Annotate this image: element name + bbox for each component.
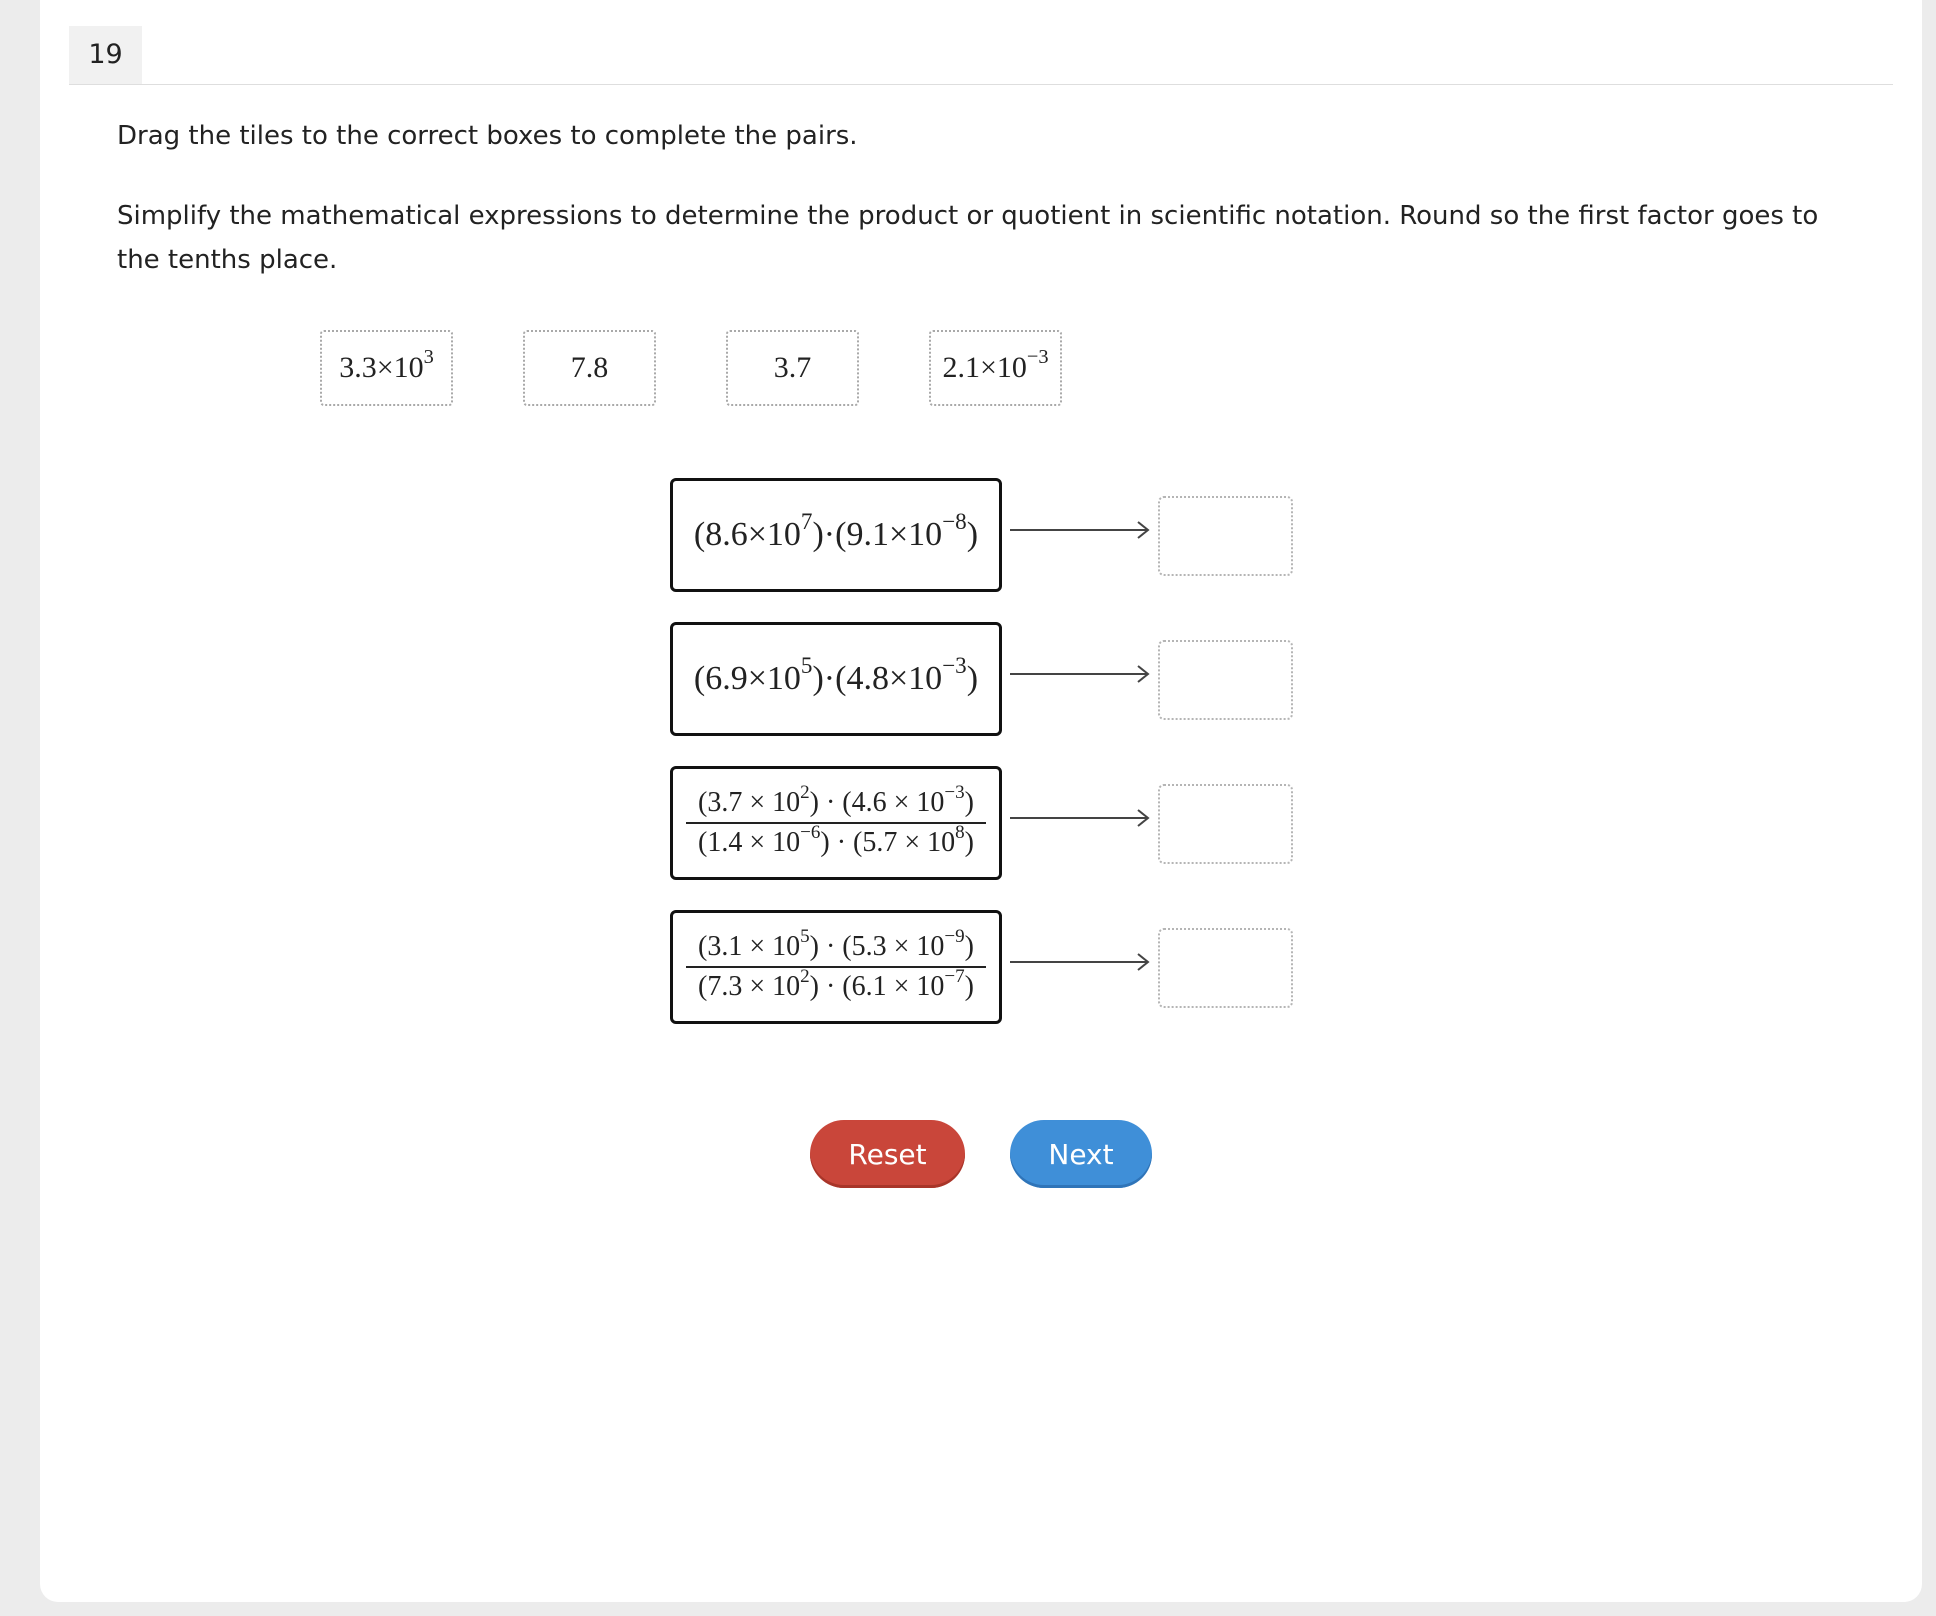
tile-base: 3.3×10 [339,351,424,384]
drop-box-2[interactable] [1158,640,1293,720]
drop-box-3[interactable] [1158,784,1293,864]
numerator [698,925,974,966]
expr-part: ) [964,787,974,818]
arrow-icon [1010,664,1152,684]
tile-2-1e-3[interactable] [929,330,1062,406]
expr-part: (1.4 × 10 [698,827,801,858]
expr-exponent: −7 [944,965,965,987]
tile-exponent: 3 [423,345,434,368]
expr-part: (6.9×10 [693,660,801,697]
expr-exponent: 2 [800,781,810,803]
denominator [698,821,974,862]
instruction-text: Drag the tiles to the correct boxes to complete the pairs. [117,121,858,151]
expression-2 [670,622,1002,736]
expr-part: (8.6×10 [693,516,801,553]
expr-part: )·(9.1×10 [812,516,943,553]
expr-part: ) [964,931,974,962]
expr-part: (3.7 × 10 [698,787,801,818]
next-button[interactable]: Next [1010,1120,1152,1188]
expr-part: ) · (4.6 × 10 [809,787,945,818]
drop-box-4[interactable] [1158,928,1293,1008]
expr-part: ) [964,827,974,858]
expr-exponent: −3 [944,781,965,803]
expr-exponent: −9 [944,925,965,947]
arrow-icon [1010,808,1152,828]
tile-3-3e3[interactable] [320,330,453,406]
expr-part: ) [964,971,974,1002]
divider [69,84,1893,85]
expression-text [693,509,979,554]
numerator [698,781,974,822]
drop-box-1[interactable] [1158,496,1293,576]
arrow-icon [1010,520,1152,540]
expr-exponent: −8 [942,509,967,536]
expr-part: ) [966,516,979,553]
expr-part: ) · (5.7 × 10 [820,827,956,858]
expr-part: (7.3 × 10 [698,971,801,1002]
tile-7-8[interactable] [523,330,656,406]
fraction [686,781,986,862]
question-description: Simplify the mathematical expressions to determine the product or quotient in scientific notation. Round so the first factor goes to the tenths place. [117,201,1819,275]
expression-1 [670,478,1002,592]
question-card [40,0,1922,1602]
fraction [686,925,986,1006]
reset-button[interactable]: Reset [810,1120,965,1188]
expr-part: ) · (5.3 × 10 [809,931,945,962]
expr-exponent: 8 [955,821,965,843]
tile-base: 7.8 [570,351,609,384]
expr-exponent: 7 [800,509,813,536]
expr-exponent: −6 [800,821,821,843]
expression-3 [670,766,1002,880]
expr-exponent: 5 [800,653,813,680]
tile-exponent: −3 [1026,345,1049,368]
arrow-icon [1010,952,1152,972]
tile-3-7[interactable] [726,330,859,406]
expr-part: ) · (6.1 × 10 [809,971,945,1002]
denominator [698,965,974,1006]
expr-part: ) [966,660,979,697]
expr-exponent: −3 [942,653,967,680]
tile-base: 2.1×10 [942,351,1027,384]
expr-exponent: 5 [800,925,810,947]
expression-4 [670,910,1002,1024]
expr-part: )·(4.8×10 [812,660,943,697]
expression-text [693,653,979,698]
question-number: 19 [69,26,142,84]
tile-base: 3.7 [773,351,812,384]
expr-part: (3.1 × 10 [698,931,801,962]
expr-exponent: 2 [800,965,810,987]
